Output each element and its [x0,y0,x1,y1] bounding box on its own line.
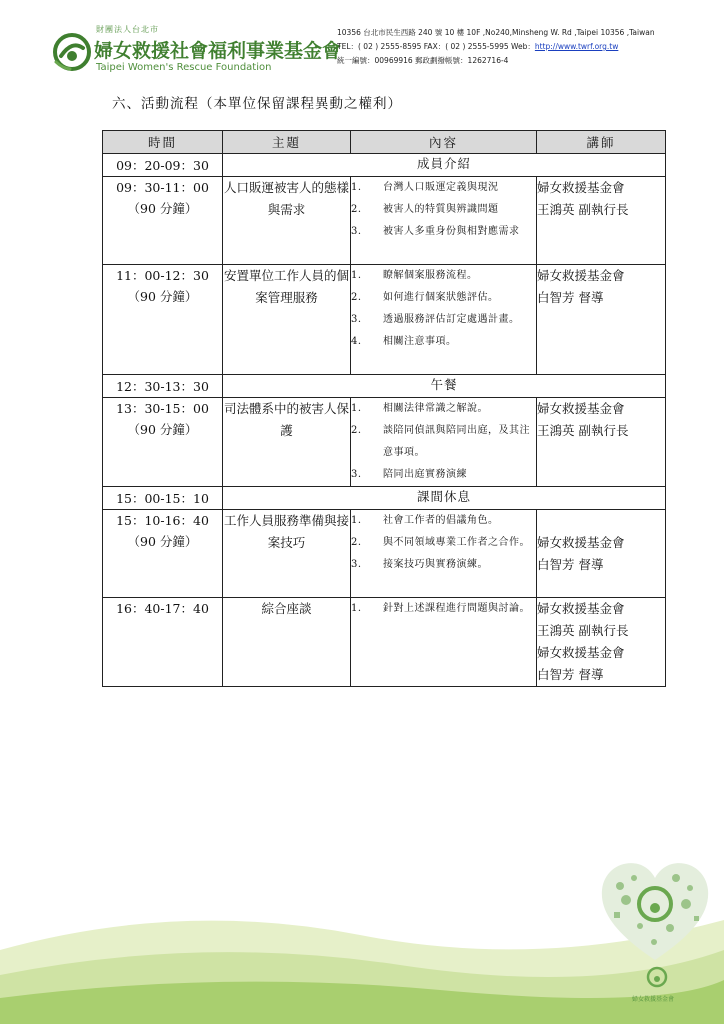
tel-fax-text: TEL：( 02 ) 2555-8595 FAX：( 02 ) 2555-5995 Web： [337,42,535,51]
topic-cell: 人口販運被害人的態樣與需求 [223,177,351,265]
list-item: 1. 社會工作者的倡議角色。 [351,515,499,526]
time-cell [103,510,223,598]
heart-pattern-icon [596,856,714,966]
table-row [103,375,666,398]
duration: （90 分鐘） [127,534,198,549]
table-row [103,154,666,177]
list-item: 3. 接案技巧與實務演練。 [351,559,488,570]
teacher-cell [537,510,666,598]
teacher-cell [537,598,666,687]
list-item: 3. 陪同出庭實務演練 [351,469,467,480]
org-name: 婦女救援社會福利事業基金會 [94,40,342,62]
time-range: 13：30-15：00 [116,401,209,416]
list-item: 4. 相關注意事項。 [351,336,457,347]
teacher-cell [537,398,666,487]
contact-info [337,26,655,68]
teacher-org: 婦女救援基金會 [537,534,625,550]
teacher-org: 婦女救援基金會 [537,645,625,660]
org-sub-title: 財團法人台北市 [96,25,159,34]
ids-line: 統一編號：00969916 郵政劃撥帳號：1262716-4 [337,56,509,65]
org-english-name: Taipei Women's Rescue Foundation [96,62,272,73]
teacher-name: 王鴻英 副執行長 [537,423,629,438]
table-header-row [103,131,666,154]
list-item: 1. 台灣人口販運定義與現況 [351,182,499,193]
time-cell: 15：00-15：10 [103,487,223,510]
topic-cell: 安置單位工作人員的個案管理服務 [223,265,351,375]
org-logo [52,22,342,78]
list-item: 2. 與不同領域專業工作者之合作。 [351,537,530,548]
activity-cell: 成員介紹 [223,154,666,177]
table-row [103,265,666,375]
tel-fax-line [337,40,655,54]
topic-cell: 綜合座談 [223,598,351,687]
teacher-cell [537,265,666,375]
time-range: 11：00-12：30 [116,268,209,283]
header-teacher: 講師 [537,131,666,154]
teacher-org: 婦女救援基金會 [537,268,625,283]
duration: （90 分鐘） [127,422,198,437]
header-topic: 主題 [223,131,351,154]
teacher-org: 婦女救援基金會 [537,180,625,195]
list-item: 1. 針對上述課程進行問題與討論。 [351,603,530,614]
teacher-org: 婦女救援基金會 [537,601,625,616]
content-cell [351,177,537,265]
table-row [103,598,666,687]
header-time: 時間 [103,131,223,154]
activity-cell: 課間休息 [223,487,666,510]
foundation-logo-icon [52,32,92,72]
time-cell [103,398,223,487]
schedule-table [102,130,666,687]
content-cell [351,598,537,687]
activity-cell: 午餐 [223,375,666,398]
teacher-name: 王鴻英 副執行長 [537,202,629,217]
teacher-name: 白智芳 督導 [537,667,604,682]
table-row [103,398,666,487]
list-item: 2. 如何進行個案狀態評估。 [351,292,499,303]
time-cell: 16：40-17：40 [103,598,223,687]
time-cell: 12：30-13：30 [103,375,223,398]
list-item: 2. 談陪同偵訊與陪同出庭，及其注意事項。 [351,425,530,458]
table-row [103,510,666,598]
section-title: 六、活動流程（本單位保留課程異動之權利） [112,96,402,112]
address-line: 10356 台北市民生西路 240 號 10 樓 10F ,No240,Minsheng W. Rd ,Taipei 10356 ,Taiwan [337,28,655,37]
time-cell [103,265,223,375]
duration: （90 分鐘） [127,201,198,216]
small-foundation-logo-icon [646,966,668,988]
website-link[interactable]: http://www.twrf.org.tw [534,42,619,51]
table-row [103,177,666,265]
teacher-cell [537,177,666,265]
table-row [103,487,666,510]
content-cell [351,398,537,487]
teacher-org: 婦女救援基金會 [537,401,625,416]
list-item: 2. 被害人的特質與辨識問題 [351,204,499,215]
list-item: 1. 瞭解個案服務流程。 [351,270,478,281]
content-cell [351,510,537,598]
time-range: 09：30-11：00 [116,180,209,195]
teacher-name: 王鴻英 副執行長 [537,623,629,638]
time-cell [103,177,223,265]
topic-cell: 司法體系中的被害人保護 [223,398,351,487]
teacher-name: 白智芳 督導 [537,290,604,305]
footer-logo-text: 婦女救援基金會 [632,996,675,1003]
header-content: 內容 [351,131,537,154]
list-item: 3. 被害人多重身份與相對應需求 [351,226,520,237]
topic-cell: 工作人員服務準備與接案技巧 [223,510,351,598]
time-range: 15：10-16：40 [116,513,209,528]
list-item: 1. 相關法律常識之解說。 [351,403,488,414]
content-cell [351,265,537,375]
teacher-name: 白智芳 督導 [537,556,604,572]
time-cell: 09：20-09：30 [103,154,223,177]
list-item: 3. 透過服務評估訂定處遇計畫。 [351,314,520,325]
duration: （90 分鐘） [127,289,198,304]
